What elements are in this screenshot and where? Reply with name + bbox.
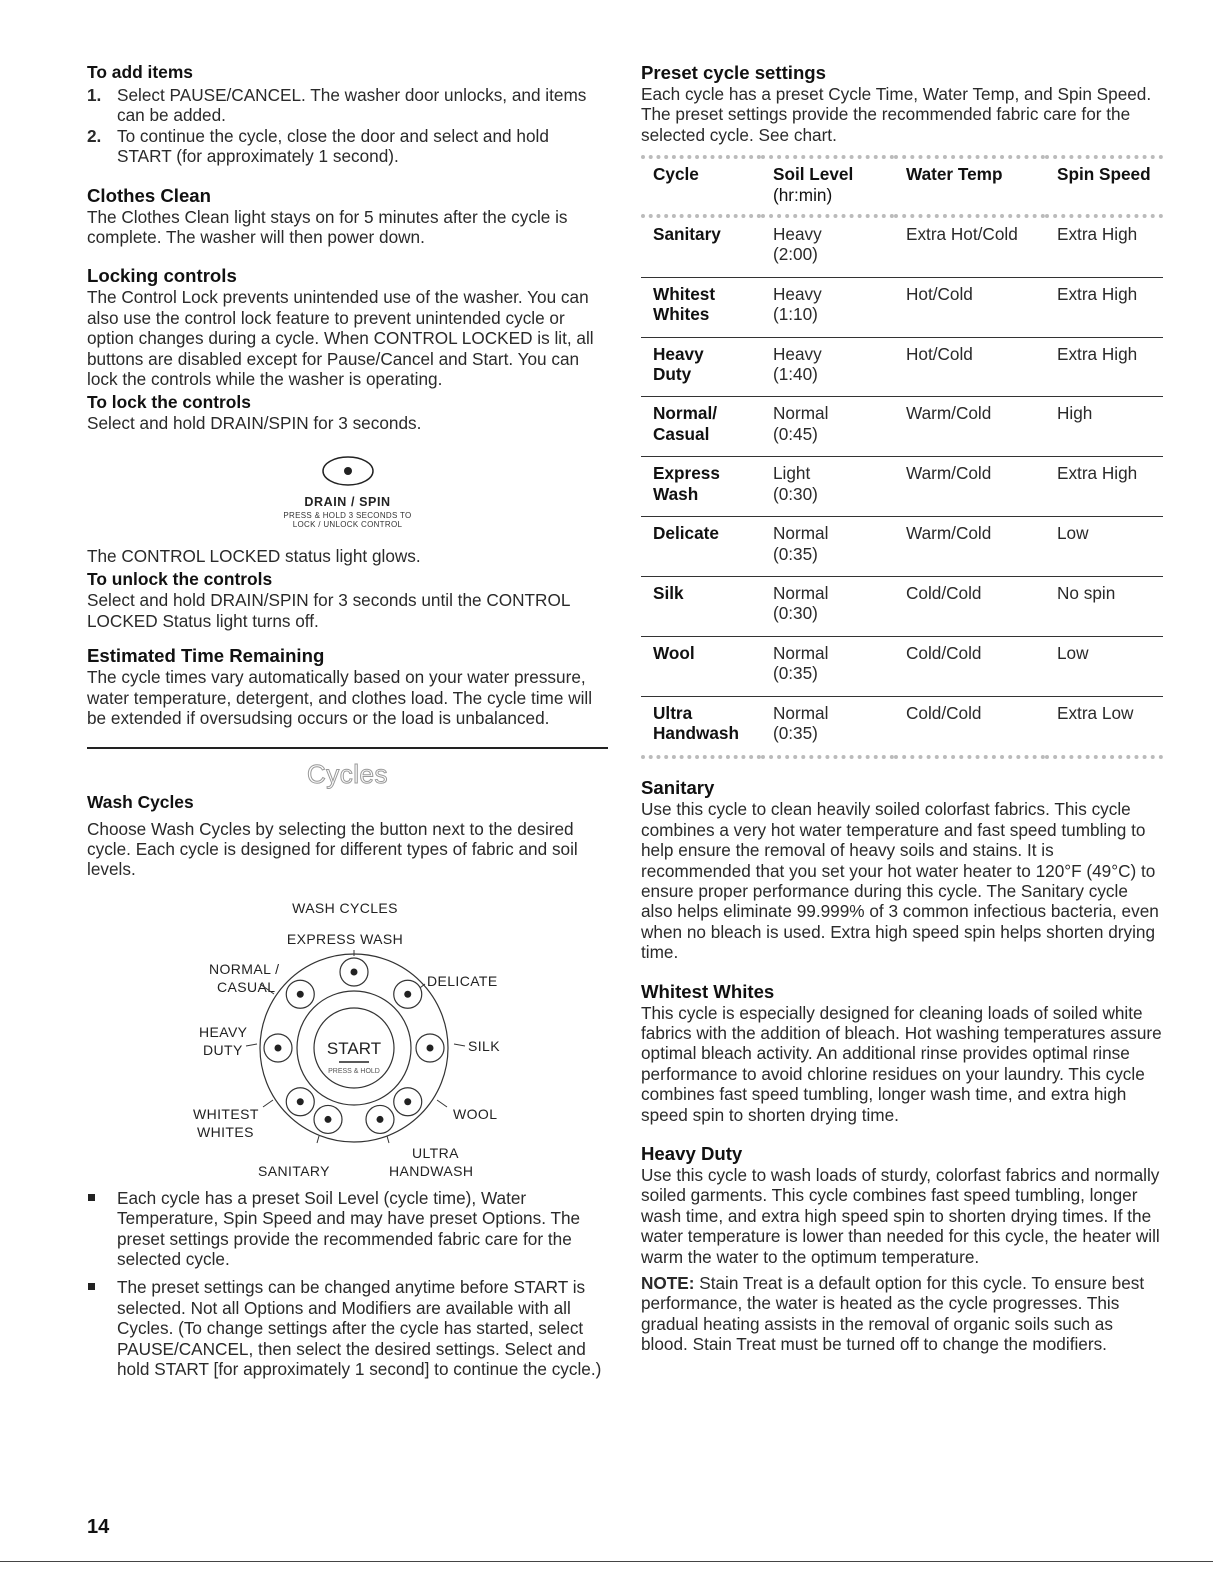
- dial-label-sanitary: SANITARY: [258, 1162, 330, 1176]
- cell-soil-level-line: (0:35): [773, 543, 818, 564]
- cycle-button-whitest-whites[interactable]: [286, 1087, 314, 1115]
- cell-spin-speed: [1045, 337, 1163, 397]
- cell-cycle: [641, 337, 761, 397]
- unlock-controls-heading: To unlock the controls: [87, 569, 273, 590]
- table-row: [641, 397, 1163, 457]
- cycle-notes-list: [87, 1188, 608, 1380]
- cell-water-temp: [894, 636, 1045, 696]
- cell-soil-level-line: (0:30): [773, 603, 818, 624]
- cell-cycle: [641, 576, 761, 636]
- start-button-label: START: [326, 1038, 382, 1058]
- cell-soil-level-line: Heavy: [773, 343, 822, 364]
- step-text: Select PAUSE/CANCEL. The washer door unlocks, and items can be added.: [117, 85, 587, 126]
- cell-cycle-line: Casual: [653, 423, 710, 444]
- heavy-duty-heading: Heavy Duty: [641, 1143, 743, 1165]
- cycle-button-delicate[interactable]: [394, 980, 422, 1008]
- cell-spin-speed: [1045, 636, 1163, 696]
- dial-title: WASH CYCLES: [292, 899, 398, 916]
- cell-water-temp-line: Warm/Cold: [906, 403, 992, 424]
- soil-level-label: Soil Level: [773, 164, 854, 185]
- cell-soil-level-line: Normal: [773, 642, 829, 663]
- table-header-row: [641, 157, 1163, 216]
- cell-soil-level-line: Normal: [773, 582, 829, 603]
- cell-soil-level: [761, 457, 894, 517]
- cell-water-temp-line: Extra Hot/Cold: [906, 224, 1018, 245]
- cell-cycle-line: Handwash: [653, 722, 739, 743]
- dial-label-silk: SILK: [468, 1037, 500, 1054]
- cell-spin-speed-line: Extra Low: [1057, 702, 1134, 723]
- preset-settings-heading: Preset cycle settings: [641, 62, 827, 83]
- unlock-controls-body: Select and hold DRAIN/SPIN for 3 seconds until the CONTROL LOCKED Status light turns off.: [87, 590, 570, 631]
- cell-cycle: [641, 636, 761, 696]
- cell-water-temp-line: Warm/Cold: [906, 523, 992, 544]
- step-text: To continue the cycle, close the door and select and hold START (for approximately 1 second).: [117, 125, 549, 167]
- note-label: NOTE:: [641, 1273, 695, 1294]
- column-header-spin-speed: Spin Speed: [1057, 164, 1151, 185]
- cell-soil-level-line: Normal: [773, 403, 829, 424]
- whitest-whites-heading: Whitest Whites: [641, 980, 775, 1002]
- cycle-button-normal-casual[interactable]: [286, 980, 314, 1008]
- table-row: [641, 517, 1163, 577]
- step-number: 2.: [87, 125, 102, 146]
- table-row: [641, 576, 1163, 636]
- drain-spin-figure: [87, 455, 608, 530]
- cell-water-temp-line: Cold/Cold: [906, 702, 982, 723]
- dial-label-duty: DUTY: [203, 1041, 243, 1058]
- cell-cycle-line: Duty: [653, 364, 692, 385]
- cell-spin-speed-line: Extra High: [1057, 463, 1138, 484]
- cell-soil-level-line: Normal: [773, 702, 829, 723]
- dial-label-delicate: DELICATE: [427, 972, 498, 989]
- cell-cycle-line: Sanitary: [653, 224, 721, 245]
- cell-spin-speed-line: Extra High: [1057, 283, 1138, 304]
- drain-spin-label: DRAIN / SPIN: [304, 494, 391, 509]
- cell-water-temp: [894, 216, 1045, 277]
- dial-label-whitest: WHITEST: [193, 1105, 259, 1122]
- cell-soil-level-line: Heavy: [773, 224, 822, 245]
- cell-spin-speed: [1045, 397, 1163, 457]
- cell-water-temp-line: Warm/Cold: [906, 463, 992, 484]
- locking-controls-heading: Locking controls: [87, 265, 237, 287]
- drain-spin-button-icon: [320, 455, 376, 487]
- cell-soil-level-line: Light: [773, 463, 811, 484]
- table-row: [641, 277, 1163, 337]
- cell-cycle: [641, 696, 761, 757]
- dial-label-express-wash: EXPRESS WASH: [286, 930, 404, 947]
- bullet-icon: [88, 1194, 95, 1201]
- cell-soil-level-line: (0:35): [773, 722, 818, 743]
- cell-cycle-line: Delicate: [653, 523, 719, 544]
- list-item: [87, 126, 608, 167]
- control-locked-status-text: The CONTROL LOCKED status light glows.: [87, 546, 421, 567]
- sanitary-heading: Sanitary: [641, 777, 715, 799]
- soil-level-unit: (hr:min): [773, 184, 833, 205]
- clothes-clean-body: The Clothes Clean light stays on for 5 minutes after the cycle is complete. The washer will then power down.: [87, 206, 568, 248]
- cell-water-temp: [894, 457, 1045, 517]
- whitest-whites-body: This cycle is especially designed for cleaning loads of soiled white fabrics with the addition of bleach. Hot washing temperatures assure optimal bleach activity. An additional rinse provides optimal rinse performance to avoid chlorine residues on your laundry. This cycle combines fast speed tumbling, longer wash time, and extra high speed spin to shorten drying time.: [641, 1002, 1162, 1125]
- cycle-button-silk[interactable]: [416, 1034, 444, 1062]
- cell-spin-speed: [1045, 216, 1163, 277]
- wash-cycles-dial: [87, 886, 608, 1176]
- cell-spin-speed-line: No spin: [1057, 582, 1116, 603]
- cell-spin-speed-line: High: [1057, 403, 1093, 424]
- wash-cycles-heading: Wash Cycles: [87, 791, 194, 812]
- heavy-duty-body: Use this cycle to wash loads of sturdy, colorfast fabrics and normally soiled garments. This cycle combines fast speed tumbling, longer wash time, and extra high speed spin to shorten drying times. If the water temperature is lower than needed for this cycle, the heater will warm the water to the optimum temperature.: [641, 1165, 1160, 1267]
- cell-soil-level: [761, 576, 894, 636]
- cell-cycle: [641, 216, 761, 277]
- cell-spin-speed-line: Extra High: [1057, 224, 1138, 245]
- cell-spin-speed: [1045, 576, 1163, 636]
- cell-water-temp-line: Cold/Cold: [906, 642, 982, 663]
- cycle-button-heavy-duty[interactable]: [264, 1034, 292, 1062]
- cell-soil-level: [761, 277, 894, 337]
- list-item: [87, 1188, 608, 1270]
- column-header-cycle: Cycle: [653, 164, 699, 185]
- cycle-button-express-wash[interactable]: [340, 958, 368, 986]
- cell-water-temp-line: Cold/Cold: [906, 582, 982, 603]
- dial-label-casual: CASUAL: [217, 978, 276, 995]
- cell-soil-level-line: Heavy: [773, 283, 822, 304]
- cell-soil-level-line: (0:35): [773, 663, 818, 684]
- cell-soil-level: [761, 216, 894, 277]
- list-item: [87, 1277, 608, 1379]
- estimated-time-heading: Estimated Time Remaining: [87, 645, 325, 667]
- cell-soil-level: [761, 517, 894, 577]
- note-body: Stain Treat is a default option for this cycle. To ensure best performance, the water is heated as the cycle progresses. This gradual heating assists in the removal of organic soils such as blood. Stain Treat must be turned off to change the modifiers.: [641, 1273, 1145, 1355]
- step-number: 1.: [87, 85, 102, 105]
- cell-spin-speed-line: Extra High: [1057, 343, 1138, 364]
- cell-soil-level: [761, 636, 894, 696]
- add-items-steps: [87, 85, 608, 167]
- cell-spin-speed: [1045, 457, 1163, 517]
- bullet-icon: [88, 1283, 95, 1290]
- heavy-duty-note: [641, 1273, 1163, 1355]
- cell-spin-speed-line: Low: [1057, 642, 1089, 663]
- footer-divider: [0, 1561, 1213, 1562]
- cell-water-temp: [894, 696, 1045, 757]
- cell-water-temp: [894, 397, 1045, 457]
- dial-label-whites: WHITES: [197, 1123, 254, 1140]
- cycle-button-ultra-handwash[interactable]: [366, 1105, 394, 1133]
- dial-label-handwash: HANDWASH: [389, 1162, 474, 1176]
- cycles-section-title: Cycles: [306, 758, 388, 789]
- cell-spin-speed-line: Low: [1057, 523, 1089, 544]
- cell-water-temp-line: Hot/Cold: [906, 343, 973, 364]
- right-column: [641, 62, 1163, 1355]
- cell-soil-level-line: (1:10): [773, 304, 818, 325]
- list-item: [87, 85, 608, 126]
- sanitary-body: Use this cycle to clean heavily soiled colorfast fabrics. This cycle combines a very hot water temperature and fast speed tumbling to help ensure the removal of heavy soils and stains. It is recommended that you set your hot water heater to 120°F (49°C) to ensure proper performance during this cycle. The Sanitary cycle also helps eliminate 99.999% of 3 common infectious bacteria, even when no bleach is used. Extra high speed spin helps shorten drying time.: [641, 799, 1159, 963]
- cell-spin-speed: [1045, 277, 1163, 337]
- add-items-heading: To add items: [87, 62, 193, 82]
- cell-soil-level: [761, 337, 894, 397]
- cell-cycle-line: Whites: [653, 304, 710, 325]
- table-row: [641, 636, 1163, 696]
- left-column: [87, 62, 608, 1387]
- cell-water-temp: [894, 337, 1045, 397]
- cell-cycle-line: Wash: [653, 483, 699, 504]
- cell-soil-level-line: (0:30): [773, 483, 818, 504]
- cell-cycle-line: Ultra: [653, 702, 693, 723]
- cell-soil-level-line: (2:00): [773, 244, 818, 265]
- cell-cycle: [641, 397, 761, 457]
- column-header-soil-level: [761, 157, 894, 216]
- cell-cycle-line: Heavy: [653, 343, 704, 364]
- section-divider: [87, 747, 608, 749]
- page-number: 14: [87, 1516, 110, 1538]
- cycle-button-sanitary[interactable]: [314, 1105, 342, 1133]
- estimated-time-body: The cycle times vary automatically based on your water pressure, water temperature, detergent, and clothes load. The cycle time will be extended if oversudsing occurs or the load is unbalanced.: [87, 667, 593, 729]
- cell-cycle-line: Wool: [653, 642, 695, 663]
- wash-cycles-body: Choose Wash Cycles by selecting the button next to the desired cycle. Each cycle is designed for different types of fabric and soil levels.: [87, 818, 578, 880]
- dial-label-wool: WOOL: [453, 1105, 498, 1122]
- cell-cycle-line: Normal/: [653, 403, 717, 424]
- lock-controls-body: Select and hold DRAIN/SPIN for 3 seconds.: [87, 413, 422, 434]
- cell-water-temp: [894, 576, 1045, 636]
- column-header-water-temp: Water Temp: [906, 164, 1003, 185]
- cell-water-temp: [894, 517, 1045, 577]
- cell-cycle-line: Express: [653, 463, 720, 484]
- cell-spin-speed: [1045, 696, 1163, 757]
- lock-controls-heading: To lock the controls: [87, 392, 251, 413]
- table-row: [641, 216, 1163, 277]
- cell-soil-level-line: (1:40): [773, 364, 818, 385]
- dial-label-heavy: HEAVY: [199, 1023, 248, 1040]
- cell-cycle: [641, 517, 761, 577]
- cell-cycle: [641, 457, 761, 517]
- cell-spin-speed: [1045, 517, 1163, 577]
- cell-water-temp: [894, 277, 1045, 337]
- preset-cycle-table: [641, 155, 1163, 759]
- preset-settings-body: Each cycle has a preset Cycle Time, Water Temp, and Spin Speed. The preset settings provide the recommended fabric care for the selected cycle. See chart.: [641, 84, 1152, 145]
- bullet-text: The preset settings can be changed anytime before START is selected. Not all Options and Modifiers are available with all Cycles. (To change settings after the cycle has started, select PAUSE/CANCEL, then select the desired settings. Select and hold START [for approximately 1 second] to continue the cycle.): [117, 1277, 602, 1379]
- start-button-sublabel: PRESS & HOLD: [328, 1067, 380, 1075]
- cell-soil-level-line: Normal: [773, 523, 829, 544]
- cell-soil-level: [761, 397, 894, 457]
- dial-label-ultra: ULTRA: [412, 1144, 459, 1161]
- cell-soil-level: [761, 696, 894, 757]
- cell-cycle-line: Whitest: [653, 283, 716, 304]
- cell-cycle: [641, 277, 761, 337]
- cycle-button-wool[interactable]: [394, 1087, 422, 1115]
- drain-spin-caption: PRESS & HOLD 3 SECONDS TO LOCK / UNLOCK CONTROL: [283, 510, 412, 530]
- table-row: [641, 457, 1163, 517]
- table-row: [641, 696, 1163, 757]
- bullet-text: Each cycle has a preset Soil Level (cycle time), Water Temperature, Spin Speed and may have preset Options. The preset settings provide the recommended fabric care for the selected cycle.: [117, 1187, 581, 1269]
- cell-water-temp-line: Hot/Cold: [906, 283, 973, 304]
- cell-cycle-line: Silk: [653, 582, 684, 603]
- locking-controls-body: The Control Lock prevents unintended use of the washer. You can also use the control lock feature to prevent unintended cycle or option changes during a cycle. When CONTROL LOCKED is lit, all buttons are disabled except for Pause/Cancel and Start. You can lock the controls while the washer is operating.: [87, 287, 594, 390]
- cell-soil-level-line: (0:45): [773, 423, 818, 444]
- table-row: [641, 337, 1163, 397]
- dial-label-normal: NORMAL /: [209, 960, 280, 977]
- clothes-clean-heading: Clothes Clean: [87, 184, 211, 206]
